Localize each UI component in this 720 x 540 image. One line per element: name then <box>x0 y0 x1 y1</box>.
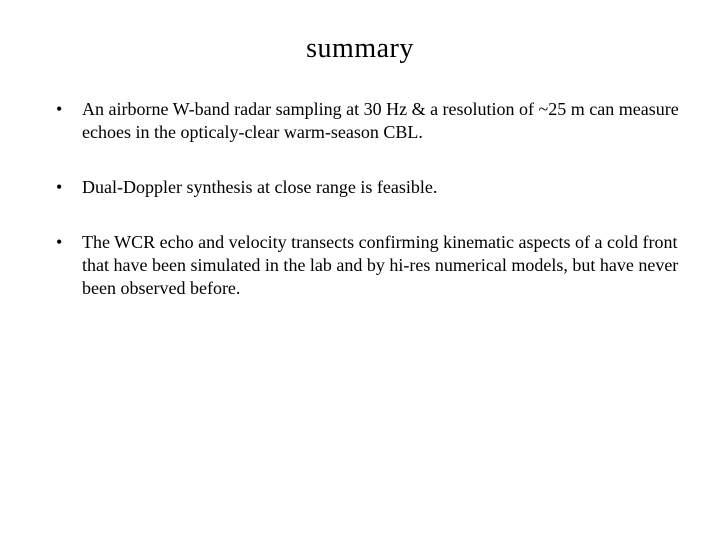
bullet-text: An airborne W-band radar sampling at 30 Hz & a resolution of ~25 m can measure echoes in the opticaly-clear warm-season CBL. <box>82 99 679 142</box>
slide-title: summary <box>306 33 414 64</box>
bullet-icon: • <box>56 99 63 119</box>
summary-bullet-list <box>56 98 686 332</box>
bullet-text: The WCR echo and velocity transects confirming kinematic aspects of a cold front that have been simulated in the lab and by hi-res numerical models, but have never been observed before. <box>82 232 679 298</box>
bullet-item-wcr-cold-front <box>56 231 686 300</box>
bullet-item-dual-doppler <box>56 176 686 199</box>
bullet-item-radar-sampling <box>56 98 686 144</box>
bullet-icon: • <box>56 232 63 252</box>
bullet-text: Dual-Doppler synthesis at close range is feasible. <box>82 177 438 197</box>
bullet-icon: • <box>56 177 63 197</box>
